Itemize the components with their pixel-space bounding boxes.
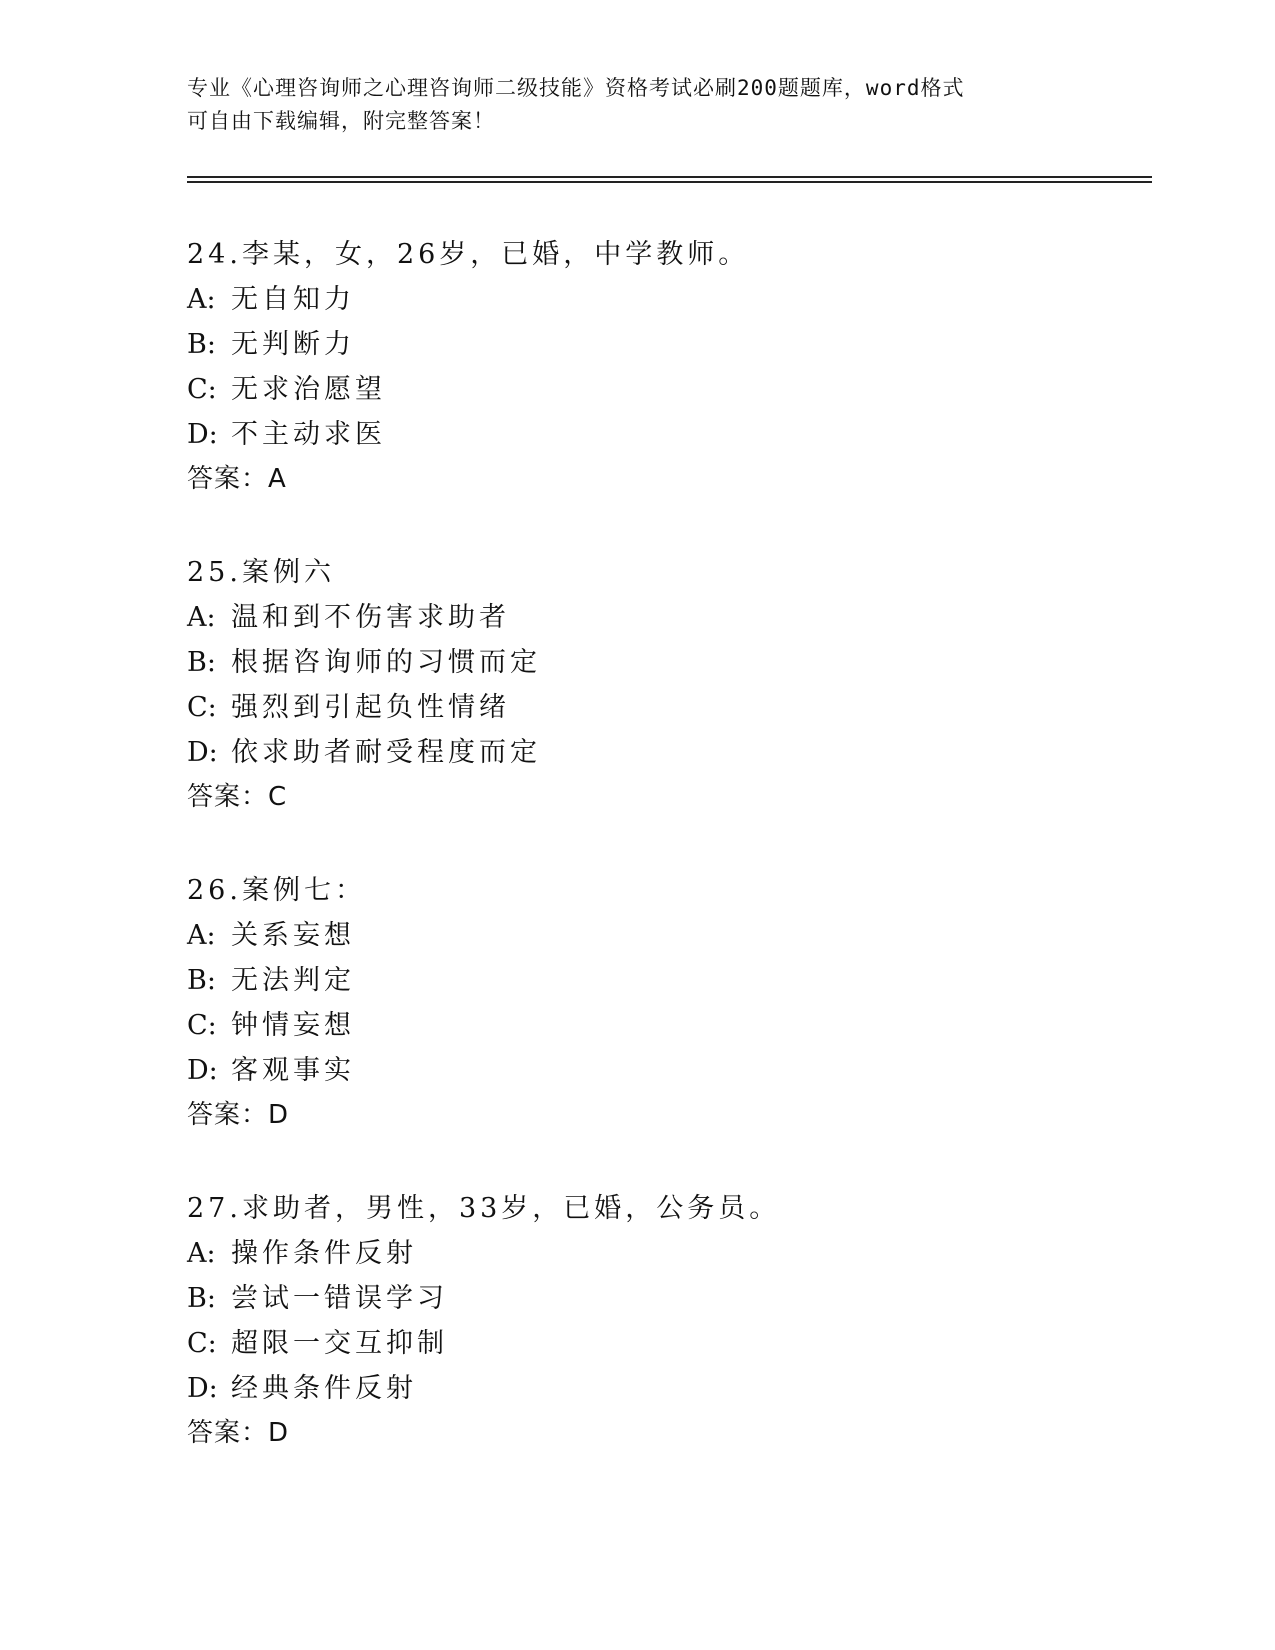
option-text: 温和到不伤害求助者 (231, 602, 510, 633)
option-text: 强烈到引起负性情绪 (231, 692, 510, 723)
question-stem: 26.案例七： (187, 875, 366, 906)
document-header (187, 72, 1087, 138)
option-c (187, 367, 1087, 412)
option-text: 无自知力 (231, 284, 355, 315)
question-24 (187, 232, 1087, 550)
option-label: C: (187, 692, 217, 723)
option-text: 尝试一错误学习 (231, 1283, 448, 1314)
option-label: A: (187, 284, 216, 315)
option-label: A: (187, 920, 216, 951)
option-label: C: (187, 1328, 217, 1359)
option-b (187, 322, 1087, 367)
option-c (187, 1321, 1087, 1366)
answer-line: 答案：D (187, 1100, 290, 1130)
header-rule-bottom (187, 181, 1152, 183)
option-text: 经典条件反射 (231, 1373, 417, 1404)
option-label: D: (187, 1373, 218, 1404)
option-label: C: (187, 374, 217, 405)
answer-line: 答案：C (187, 782, 288, 812)
option-text: 不主动求医 (231, 419, 386, 450)
header-rule-top (187, 176, 1152, 178)
option-b (187, 1276, 1087, 1321)
option-text: 根据咨询师的习惯而定 (231, 647, 541, 678)
option-text: 关系妄想 (231, 920, 355, 951)
question-stem: 27.求助者，男性，33岁，已婚，公务员。 (187, 1193, 781, 1224)
option-text: 依求助者耐受程度而定 (231, 737, 541, 768)
question-27 (187, 1186, 1087, 1504)
option-d (187, 412, 1087, 457)
option-a (187, 1231, 1087, 1276)
option-c (187, 685, 1087, 730)
question-26 (187, 868, 1087, 1186)
option-a (187, 913, 1087, 958)
header-line-2: 可自由下载编辑，附完整答案！ (187, 109, 495, 133)
option-text: 无法判定 (231, 965, 355, 996)
answer-line: 答案：D (187, 1418, 290, 1448)
option-b (187, 958, 1087, 1003)
option-label: B: (187, 647, 216, 678)
option-label: B: (187, 965, 216, 996)
question-stem: 25.案例六 (187, 557, 335, 588)
option-text: 超限一交互抑制 (231, 1328, 448, 1359)
question-stem: 24.李某，女，26岁，已婚，中学教师。 (187, 239, 750, 270)
option-text: 客观事实 (231, 1055, 355, 1086)
option-d (187, 1048, 1087, 1093)
option-label: D: (187, 1055, 218, 1086)
question-list (187, 232, 1087, 1504)
option-label: D: (187, 737, 218, 768)
option-label: B: (187, 1283, 216, 1314)
option-d (187, 730, 1087, 775)
option-label: D: (187, 419, 218, 450)
option-b (187, 640, 1087, 685)
option-a (187, 277, 1087, 322)
option-c (187, 1003, 1087, 1048)
option-label: B: (187, 329, 216, 360)
option-label: A: (187, 1238, 216, 1269)
answer-line: 答案：A (187, 464, 287, 494)
option-label: A: (187, 602, 216, 633)
option-text: 钟情妄想 (231, 1010, 355, 1041)
option-a (187, 595, 1087, 640)
option-d (187, 1366, 1087, 1411)
option-label: C: (187, 1010, 217, 1041)
option-text: 无求治愿望 (231, 374, 386, 405)
option-text: 无判断力 (231, 329, 355, 360)
option-text: 操作条件反射 (231, 1238, 417, 1269)
header-line-1: 专业《心理咨询师之心理咨询师二级技能》资格考试必刷200题题库，word格式 (187, 76, 965, 100)
question-25 (187, 550, 1087, 868)
